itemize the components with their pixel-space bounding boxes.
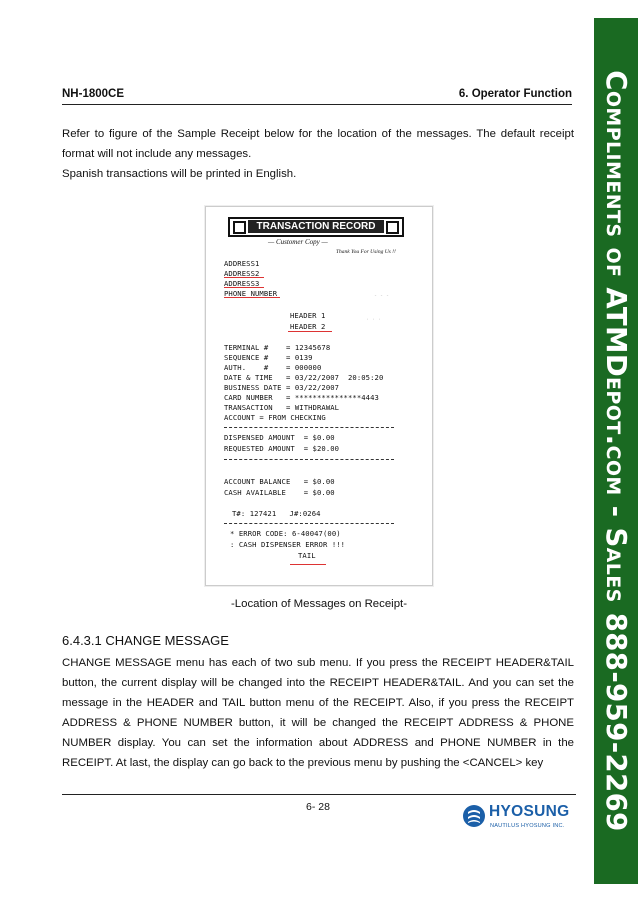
receipt-amount: DISPENSED AMOUNT = $0.00 [224, 433, 335, 442]
logo-subtitle: NAUTILUS HYOSUNG INC. [490, 823, 565, 829]
receipt-balance: CASH AVAILABLE = $0.00 [224, 488, 335, 497]
receipt-field: BUSINESS DATE = 03/22/2007 [224, 383, 340, 392]
receipt-balance: ACCOUNT BALANCE = $0.00 [224, 477, 335, 486]
square-icon [386, 221, 399, 234]
underline-address [224, 287, 264, 288]
page-number: 6- 28 [306, 801, 330, 813]
receipt-title: TRANSACTION RECORD [248, 220, 384, 233]
sidebar-banner-text: Compliments of ATMDepot.com - Sales 888-959-2269 [600, 70, 632, 832]
receipt-thanks: Thank You For Using Us !! [336, 249, 396, 255]
doc-model: NH-1800CE [62, 88, 124, 100]
figure-caption: -Location of Messages on Receipt- [230, 598, 407, 610]
underline-tail [290, 564, 326, 565]
intro-paragraph [62, 124, 574, 184]
underline-phone [224, 297, 280, 298]
receipt-header-1: HEADER 1 [290, 311, 326, 320]
section-heading: 6.4.3.1 CHANGE MESSAGE [62, 633, 229, 648]
intro-line-2: Spanish transactions will be printed in English. [62, 168, 297, 180]
underline-address [224, 277, 264, 278]
receipt-separator [224, 427, 394, 428]
square-icon [233, 221, 246, 234]
sample-receipt-image [205, 206, 433, 586]
receipt-address-1: ADDRESS1 [224, 259, 260, 268]
receipt-error-code: * ERROR CODE: 6-40047(00) [230, 529, 341, 538]
receipt-field: TERMINAL # = 12345678 [224, 343, 331, 352]
receipt-field: DATE & TIME = 03/22/2007 20:05:20 [224, 373, 384, 382]
footer-divider [62, 794, 576, 795]
hyosung-logo [462, 803, 572, 835]
receipt-tail: TAIL [298, 551, 316, 560]
receipt-error-message: : CASH DISPENSER ERROR !!! [230, 540, 346, 549]
receipt-separator [224, 459, 394, 460]
receipt-tj-numbers: T#: 127421 J#:0264 [232, 509, 321, 518]
receipt-amount: REQUESTED AMOUNT = $20.00 [224, 444, 340, 453]
section-body: CHANGE MESSAGE menu has each of two sub menu. If you press the RECEIPT HEADER&TAIL button, the current display will be changed into the RECEIPT HEADER&TAIL. And you can set the message in the HEADER and TAIL button menu of the RECEIPT. Also, if you press the RECEIPT ADDRESS & PHONE NUMBER button, it will be changed the RECEIPT ADDRESS & PHONE NUMBER display. You can set the information about ADDRESS and PHONE NUMBER in the RECEIPT. At last, the display can go back to the previous menu by pushing the <CANCEL> key [62, 657, 574, 769]
receipt-title-bar [228, 217, 404, 237]
receipt-field: TRANSACTION = WITHDRAWAL [224, 403, 340, 412]
faint-mark: - - - [374, 293, 390, 299]
receipt-header-2: HEADER 2 [290, 322, 326, 331]
receipt-field: CARD NUMBER = ***************4443 [224, 393, 379, 402]
receipt-field: SEQUENCE # = 0139 [224, 353, 313, 362]
receipt-field: AUTH. # = 000000 [224, 363, 322, 372]
logo-wordmark: HYOSUNG [489, 803, 570, 820]
chapter-title: 6. Operator Function [458, 88, 572, 100]
receipt-subtitle: — Customer Copy — [268, 238, 328, 246]
underline-header [288, 331, 332, 332]
intro-line-1: Refer to figure of the Sample Receipt below for the location of the messages. The default receipt format will not include any messages. [62, 128, 574, 160]
receipt-field: ACCOUNT = FROM CHECKING [224, 413, 326, 422]
header-divider [62, 104, 572, 105]
receipt-address-2: ADDRESS2 [224, 269, 260, 278]
faint-mark: · · · [366, 317, 382, 323]
receipt-address-3: ADDRESS3 [224, 279, 260, 288]
receipt-separator [224, 523, 394, 524]
hyosung-logo-icon [462, 804, 486, 828]
receipt-phone: PHONE NUMBER [224, 289, 278, 298]
